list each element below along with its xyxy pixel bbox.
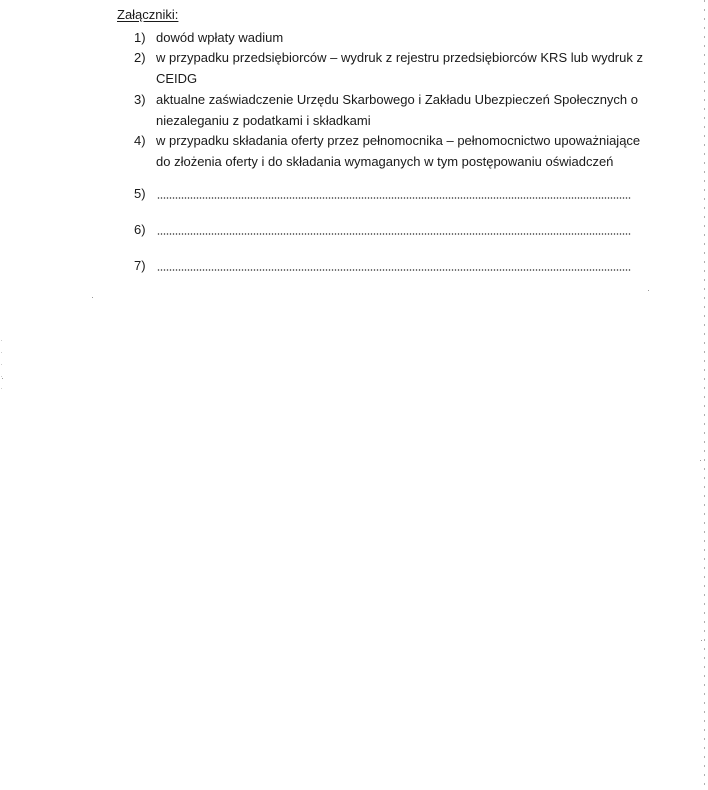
item-text-line: w przypadku przedsiębiorców – wydruk z rejestru przedsiębiorców KRS lub wydruk z <box>156 50 643 65</box>
item-text-line: CEIDG <box>156 71 198 86</box>
scan-edge-right <box>704 0 705 790</box>
scan-edge-left <box>1 340 2 400</box>
item-number: 6) <box>134 222 146 237</box>
dotted-fill-line <box>157 197 631 199</box>
scan-speck <box>700 460 701 461</box>
scan-speck <box>648 290 649 291</box>
item-text-line: w przypadku składania oferty przez pełnomocnika – pełnomocnictwo upoważniające <box>156 133 641 148</box>
item-number: 3) <box>134 92 146 107</box>
item-number: 2) <box>134 50 146 65</box>
item-number: 7) <box>134 258 146 273</box>
item-number: 5) <box>134 186 146 201</box>
item-text-line: niezaleganiu z podatkami i składkami <box>156 113 371 128</box>
item-text-line: aktualne zaświadczenie Urzędu Skarbowego i Zakładu Ubezpieczeń Społecznych o <box>156 92 638 107</box>
dotted-fill-line <box>157 233 631 235</box>
item-text-line: dowód wpłaty wadium <box>156 30 284 45</box>
attachments-heading: Załączniki: <box>117 7 179 22</box>
scan-speck <box>701 640 702 641</box>
dotted-fill-line <box>157 269 631 271</box>
item-text-line: do złożenia oferty i do składania wymaganych w tym postępowaniu oświadczeń <box>156 154 614 169</box>
item-number: 1) <box>134 30 146 45</box>
scan-speck <box>92 297 93 298</box>
item-number: 4) <box>134 133 146 148</box>
scan-speck <box>2 378 3 379</box>
